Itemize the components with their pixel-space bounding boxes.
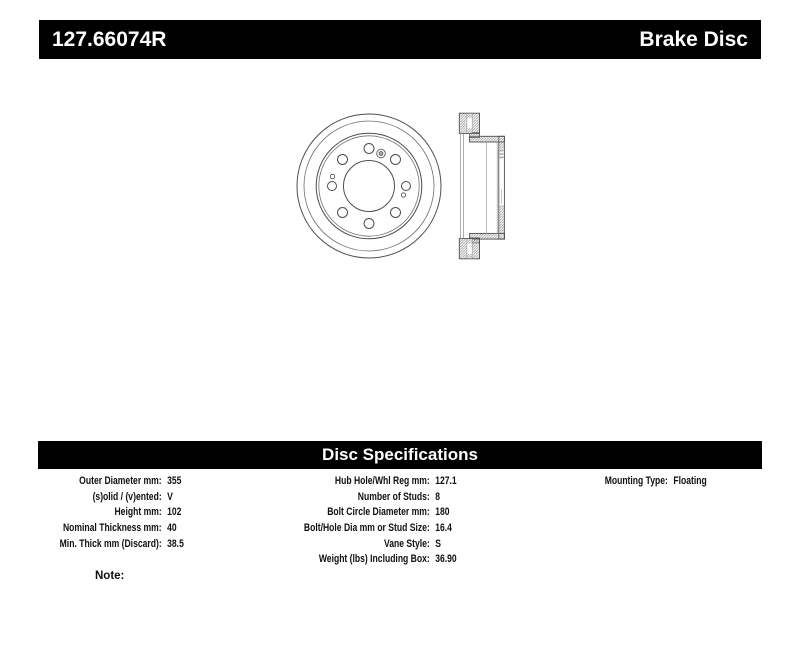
spec-value: 355 xyxy=(167,475,182,487)
spec-row xyxy=(280,521,457,537)
spec-value: Floating xyxy=(673,475,707,487)
spec-row xyxy=(280,537,457,553)
brake-disc-front-view xyxy=(297,114,441,258)
spec-label: Min. Thick mm (Discard): xyxy=(59,537,162,550)
spec-row xyxy=(40,521,184,537)
spec-label: Hub Hole/Whl Reg mm: xyxy=(334,475,430,487)
spec-value: 36.90 xyxy=(435,553,457,566)
spec-row xyxy=(280,505,457,521)
spec-label: Nominal Thickness mm: xyxy=(62,521,162,534)
spec-column-middle xyxy=(280,474,457,568)
spec-value: V xyxy=(167,490,173,503)
note-label: Note: xyxy=(95,570,125,582)
spec-row xyxy=(280,474,457,490)
spec-label: Number of Studs: xyxy=(357,490,430,503)
spec-row xyxy=(280,552,457,568)
spec-section-title: Disc Specifications xyxy=(322,445,478,464)
spec-value: 40 xyxy=(167,521,177,534)
spec-section-header xyxy=(38,441,762,469)
spec-value: 180 xyxy=(435,506,450,519)
spec-value: 8 xyxy=(435,490,440,503)
spec-label: Height mm: xyxy=(114,506,162,519)
spec-row xyxy=(40,505,184,521)
spec-column-right xyxy=(540,474,707,490)
part-number: 127.66074R xyxy=(52,27,167,51)
spec-value: S xyxy=(435,537,441,550)
product-title: Brake Disc xyxy=(639,27,748,51)
spec-value: 102 xyxy=(167,506,182,519)
spec-value: 16.4 xyxy=(435,521,452,534)
spec-value: 127.1 xyxy=(435,475,457,487)
header-bar xyxy=(39,20,761,59)
spec-label: Outer Diameter mm: xyxy=(79,475,162,487)
spec-value: 38.5 xyxy=(167,537,184,550)
spec-label: Weight (lbs) Including Box: xyxy=(318,553,430,566)
brake-disc-diagram xyxy=(285,105,515,270)
spec-label: Vane Style: xyxy=(383,537,430,550)
stamp-mark-icon xyxy=(377,149,386,158)
spec-row xyxy=(40,537,184,553)
spec-label: Mounting Type: xyxy=(604,475,668,487)
spec-row xyxy=(280,490,457,506)
spec-row xyxy=(40,490,184,506)
spec-label: Bolt Circle Diameter mm: xyxy=(327,506,430,519)
spec-column-left xyxy=(40,474,184,552)
spec-label: Bolt/Hole Dia mm or Stud Size: xyxy=(303,521,430,534)
spec-label: (s)olid / (v)ented: xyxy=(92,490,162,503)
spec-row xyxy=(540,474,707,490)
spec-row xyxy=(40,474,184,490)
brake-disc-cross-section xyxy=(459,113,504,259)
